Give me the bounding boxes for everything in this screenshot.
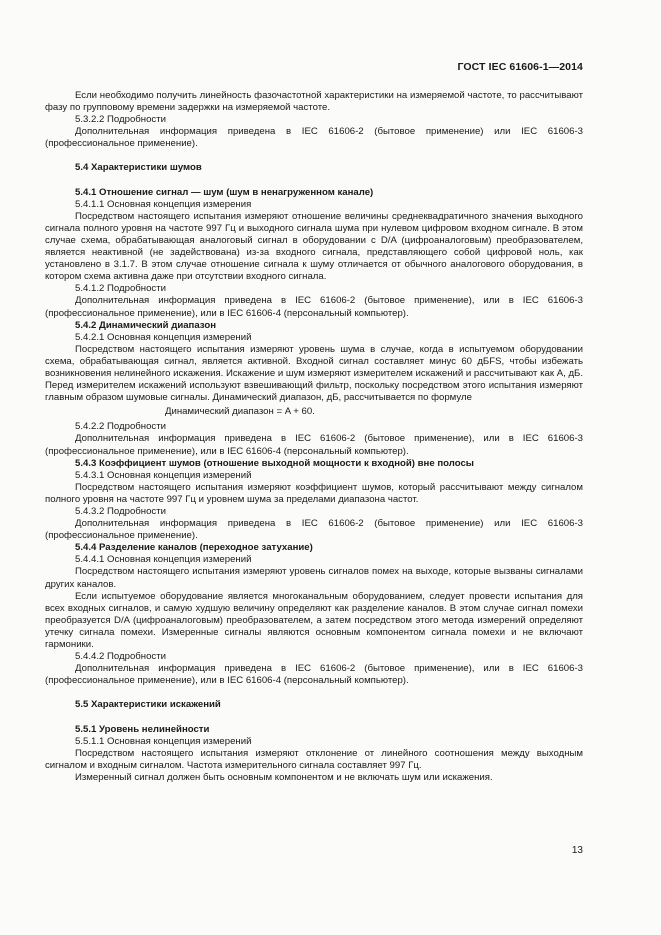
paragraph: 5.4.3.2 Подробности xyxy=(75,506,166,517)
document-header: ГОСТ IEC 61606-1—2014 xyxy=(457,61,583,73)
paragraph: Дополнительная информация приведена в IEC 61606-2 (бытовое применение), или в IEC 61606-3 (профессиональное применение), или в IEC 61606-4 (персональный компьютер). xyxy=(45,433,583,457)
section-heading: 5.4.2 Динамический диапазон xyxy=(75,319,216,331)
paragraph: Дополнительная информация приведена в IEC 61606-2 (бытовое применение) или IEC 61606-3 (профессиональное применение). xyxy=(45,518,583,542)
section-heading: 5.4.4 Разделение каналов (переходное затухание) xyxy=(75,542,313,554)
paragraph: 5.4.2.2 Подробности xyxy=(75,421,166,433)
section-heading: 5.4 Характеристики шумов xyxy=(75,162,202,174)
section-spacer xyxy=(45,712,583,724)
paragraph: 5.4.1.1 Основная концепция измерения xyxy=(75,198,252,210)
paragraph: Измеренный сигнал должен быть основным компонентом и не включать шум или искажения. xyxy=(75,771,493,783)
page-number: 13 xyxy=(571,845,583,856)
paragraph: 5.3.2.2 Подробности xyxy=(75,114,166,126)
paragraph: Дополнительная информация приведена в IEC 61606-2 (бытовое применение), или в IEC 61606-3 (профессиональное применение), или в IEC 61606-4 (персональный компьютер). xyxy=(45,295,583,319)
paragraph: Дополнительная информация приведена в IEC 61606-2 (бытовое применение) или IEC 61606-3 (профессиональное применение). xyxy=(45,126,583,150)
paragraph: Дополнительная информация приведена в IEC 61606-2 (бытовое применение), или в IEC 61606-3 (профессиональное применение), или в IEC 61606-4 (персональный компьютер). xyxy=(45,663,583,687)
section-heading: 5.4.1 Отношение сигнал — шум (шум в ненагруженном канале) xyxy=(75,186,374,198)
paragraph: Посредством настоящего испытания измеряют коэффициент шумов, который рассчитывают между сигналом полного уровня на частоте 997 Гц и уровнем шума за пределами диапазона частот. xyxy=(45,481,583,505)
paragraph: Если испытуемое оборудование является многоканальным оборудованием, следует провести испытания для всех входных сигналов, и самую худшую величину определяют как разделение каналов. В этом случае сигнал помехи преобразуется D/A (цифроаналоговым) преобразователем, а затем посредством этого метода измерений определяют утечку сигнала помехи. Измеренные сигналы являются основным компонентом сигнала помехи и не включают гармоники. xyxy=(45,590,583,651)
section-spacer xyxy=(45,175,583,187)
paragraph: 5.4.1.2 Подробности xyxy=(75,283,166,295)
paragraph: Если необходимо получить линейность фазочастотной характеристики на измеряемой частоте, то рассчитывают фазу по групповому времени задержки на измеряемой частоте. xyxy=(45,90,583,114)
formula: Динамический диапазон = A + 60. xyxy=(165,406,315,418)
section-heading: 5.5.1 Уровень нелинейности xyxy=(75,723,210,735)
section-spacer xyxy=(45,687,583,699)
paragraph: Посредством настоящего испытания измеряют уровень сигналов помех на выходе, которые вызваны сигналами других каналов. xyxy=(45,566,583,590)
paragraph: 5.4.3.1 Основная концепция измерений xyxy=(75,469,252,481)
document-body xyxy=(45,90,583,784)
paragraph: 5.5.1.1 Основная концепция измерений xyxy=(75,735,252,747)
paragraph: Посредством настоящего испытания измеряют уровень шума в случае, когда в испытуемом оборудовании схема, обрабатывающая сигнал, является активной. Входной сигнал составляет минус 60 дБFS, чтобы избежать возникновения нелинейного искажения. Искажение и шум измеряют измерителем искажений и рассчитывают как A, дБ. Перед измерителем искажений используют взвешивающий фильтр, поскольку посредством этого испытания измеряют главным образом шумовые сигналы. Динамический диапазон, дБ, рассчитывается по формуле xyxy=(45,343,583,404)
paragraph: 5.4.4.2 Подробности xyxy=(75,651,166,663)
paragraph: 5.4.4.1 Основная концепция измерений xyxy=(75,554,252,566)
section-spacer xyxy=(45,150,583,162)
paragraph: Посредством настоящего испытания измеряют отклонение от линейного соотношения между выходным сигналом и входным сигналом. Частота измерительного сигнала составляет 997 Гц. xyxy=(45,747,583,771)
section-heading: 5.4.3 Коэффициент шумов (отношение выходной мощности к входной) вне полосы xyxy=(75,457,474,469)
section-heading: 5.5 Характеристики искажений xyxy=(75,699,221,711)
paragraph: 5.4.2.1 Основная концепция измерений xyxy=(75,331,252,343)
paragraph: Посредством настоящего испытания измеряют отношение величины среднеквадратичного значения выходного сигнала полного уровня на частоте 997 Гц и выходного сигнала шума при нулевом цифровом входном сигнале. В этом случае схема, обрабатывающая аналоговый сигнал в оборудовании с D/A (цифроаналоговым) преобразователем, является неактивной (не задействована) из-за входного сигнала, представляющего собой цифровой ноль, как установлено в 3.1.7. В этом случае отношение сигнала к шуму отличается от обычного аналогового оборудования, в котором схема активна даже при отсутствии входного сигнала. xyxy=(45,210,583,283)
